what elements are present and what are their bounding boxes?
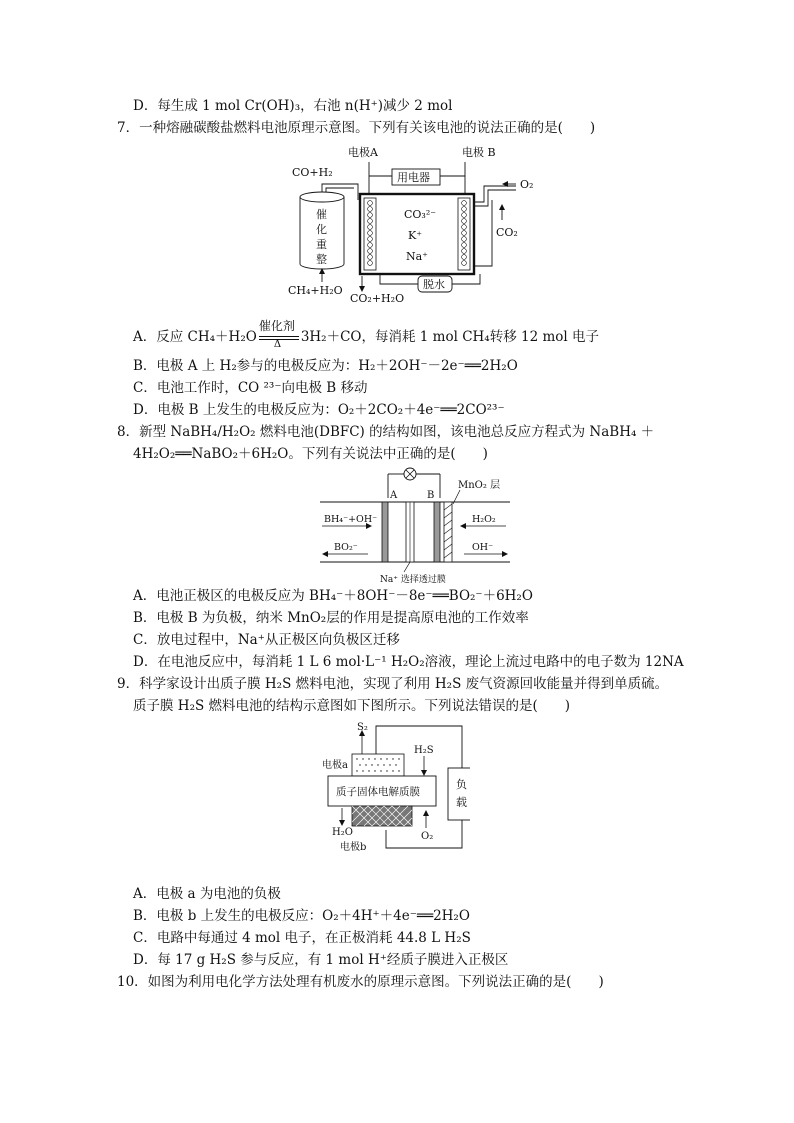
q9-figure-h2s-cell	[320, 720, 470, 858]
q9-stem-line-1: 9．科学家设计出质子膜 H₂S 燃料电池，实现了利用 H₂S 废气资源回收能量并得到单质硫。	[117, 676, 669, 692]
q8-figure-dbfc	[320, 466, 510, 588]
q7-ch4-h2o-label: CH₄+H₂O	[288, 284, 343, 297]
q7-ion-sodium: Na⁺	[406, 250, 428, 263]
q8-option-a: A．电池正极区的电极反应为 BH₄⁻＋8OH⁻－8e⁻══BO₂⁻＋6H₂O	[133, 588, 533, 604]
q9-option-d: D．每 17 g H₂S 参与反应，有 1 mol H⁺经质子膜进入正极区	[133, 952, 509, 968]
q9-h2o-label: H₂O	[332, 827, 353, 838]
q7-reformer-char-1: 催	[316, 208, 327, 221]
q8-label-a: A	[390, 490, 398, 501]
q9-load-char-1: 负	[456, 778, 467, 791]
q7-electrode-a-label: 电极A	[348, 146, 378, 159]
q9-option-a: A．电极 a 为电池的负极	[133, 886, 281, 902]
q8-option-b: B．电极 B 为负极，纳米 MnO₂层的作用是提高原电池的工作效率	[133, 610, 529, 626]
q9-load-char-2: 载	[456, 796, 467, 809]
q7-option-d: D．电极 B 上发生的电极反应为：O₂＋2CO₂＋4e⁻══2CO²³⁻	[133, 402, 505, 418]
q7-reformer-char-4: 整	[316, 253, 327, 266]
q7-dehydrate-label: 脱水	[423, 278, 445, 291]
q7-heat-label: Δ	[273, 339, 282, 350]
q8-option-d: D．在电池反应中，每消耗 1 L 6 mol·L⁻¹ H₂O₂溶液，理论上流过电路中的电子数为 12NA	[133, 654, 684, 670]
q7-option-b: B．电极 A 上 H₂参与的电极反应为：H₂＋2OH⁻－2e⁻══2H₂O	[133, 358, 518, 374]
q8-stem-line-1: 8．新型 NaBH₄/H₂O₂ 燃料电池(DBFC) 的结构如图，该电池总反应方程式为 NaBH₄ ＋	[117, 424, 655, 440]
q7-option-c: C．电池工作时，CO ²³⁻向电极 B 移动	[133, 380, 368, 396]
q8-option-c: C．放电过程中，Na⁺从正极区向负极区迁移	[133, 632, 400, 648]
q7-appliance-label: 用电器	[397, 171, 430, 184]
q9-load-box	[448, 768, 470, 820]
q9-option-b: B．电极 b 上发生的电极反应：O₂＋4H⁺＋4e⁻══2H₂O	[133, 908, 470, 924]
q7-option-a-arrow	[257, 319, 301, 350]
q8-stem-line-2: 4H₂O₂══NaBO₂＋6H₂O。下列有关说法中正确的是( )	[133, 446, 488, 462]
q9-electrode-b-label: 电极b	[340, 842, 367, 853]
q10-stem: 10．如图为利用电化学方法处理有机废水的原理示意图。下列说法正确的是( )	[117, 974, 604, 990]
q6-option-d: D．每生成 1 mol Cr(OH)₃，右池 n(H⁺)减少 2 mol	[133, 98, 453, 114]
q9-electrode-a-label: 电极a	[322, 760, 348, 771]
q7-stem: 7．一种熔融碳酸盐燃料电池原理示意图。下列有关该电池的说法正确的是( )	[117, 120, 596, 136]
q9-s2-label: S₂	[357, 722, 368, 733]
q7-reformer-char-3: 重	[316, 238, 327, 251]
q7-o2-label: O₂	[520, 178, 534, 191]
q8-label-b: B	[427, 490, 435, 501]
q8-in-right-label: H₂O₂	[472, 514, 496, 525]
q9-o2-label: O₂	[421, 831, 434, 842]
q7-ion-potassium: K⁺	[408, 229, 423, 242]
q8-membrane-label: Na⁺ 选择透过膜	[380, 575, 446, 585]
q8-mno2-label: MnO₂ 层	[458, 480, 501, 491]
q7-option-a-post: 3H₂＋CO，每消耗 1 mol CH₄转移 12 mol 电子	[300, 329, 600, 345]
q8-out-right-label: OH⁻	[472, 542, 494, 553]
q7-figure-molten-carbonate-cell	[280, 142, 550, 310]
q9-stem-line-2: 质子膜 H₂S 燃料电池的结构示意图如下图所示。下列说法错误的是( )	[133, 698, 571, 714]
q7-co2-label: CO₂	[496, 226, 518, 239]
q9-membrane-label: 质子固体电解质膜	[336, 786, 420, 798]
q9-option-c: C．电路中每通过 4 mol 电子，在正极消耗 44.8 L H₂S	[133, 930, 471, 946]
q7-option-a	[133, 319, 600, 350]
q7-option-a-pre: A．反应 CH₄＋H₂O	[133, 329, 257, 345]
q8-in-left-label: BH₄⁻+OH⁻	[324, 514, 378, 525]
q7-electrode-b-label: 电极 B	[462, 146, 496, 159]
q7-reformer-char-2: 化	[316, 223, 327, 236]
q7-ion-carbonate: CO₃²⁻	[404, 208, 437, 221]
q7-co2-h2o-label: CO₂+H₂O	[350, 292, 405, 305]
q7-catalyst-label: 催化剂	[258, 319, 295, 333]
q7-co-h2-label: CO+H₂	[292, 166, 333, 179]
q8-out-left-label: BO₂⁻	[334, 542, 358, 553]
q9-h2s-label: H₂S	[414, 745, 434, 756]
